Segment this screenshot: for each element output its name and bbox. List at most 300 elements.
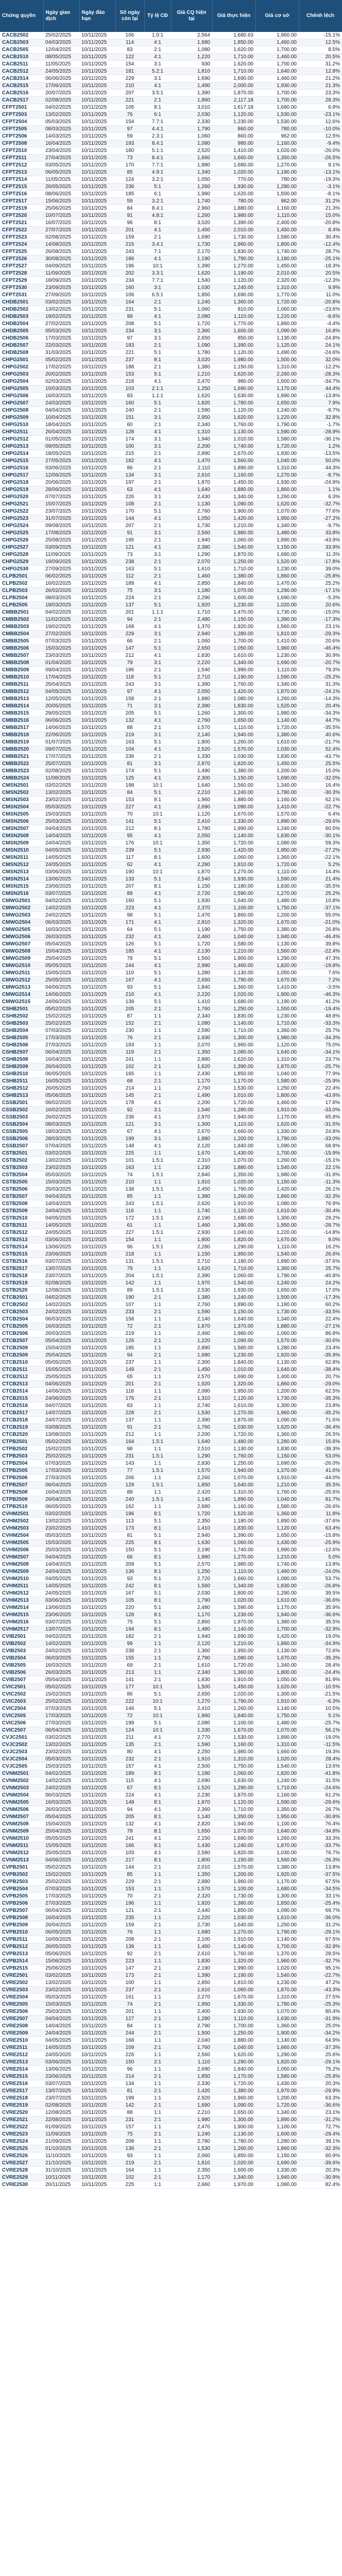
- cell-warrant-price: 2,690: [171, 2066, 212, 2073]
- cell-warrant-code: CSTB2501: [0, 1150, 43, 1157]
- cell-warrant-price: 1,290: [171, 1453, 212, 1460]
- cell-days-left: 218: [115, 378, 144, 385]
- table-row: [0, 1864, 342, 1871]
- cell-trade-date: 03/07/2025: [43, 2080, 79, 2088]
- cell-exercise-price: 1,450.00: [212, 1684, 255, 1691]
- cell-ratio: 1:1: [144, 1265, 171, 1273]
- cell-exercise-price: 1,840.00: [212, 1713, 255, 1720]
- cell-warrant-price: 2,510: [171, 1446, 212, 1453]
- cell-warrant-price: 2,370: [171, 905, 212, 912]
- cell-maturity-date: 10/11/2025: [79, 1821, 115, 1828]
- cell-ratio: 2:1: [144, 1676, 171, 1684]
- cell-trade-date: 15/06/2025: [43, 1958, 79, 1965]
- cell-underlying-price: 1,700.00: [255, 1626, 299, 1633]
- cell-ratio: 8:1: [144, 1525, 171, 1532]
- cell-warrant-code: CSHB2510: [0, 1071, 43, 1078]
- cell-underlying-price: 1,750.00: [255, 905, 299, 912]
- cell-trade-date: 05/04/2025: [43, 1814, 79, 1821]
- cell-ratio: 1:1: [144, 1460, 171, 1467]
- cell-maturity-date: 10/11/2025: [79, 854, 115, 861]
- cell-days-left: 124: [115, 1727, 144, 1734]
- cell-warrant-code: CSSB2505: [0, 1128, 43, 1136]
- cell-exercise-price: 1,720.00: [212, 1099, 255, 1107]
- cell-days-left: 170: [115, 508, 144, 515]
- cell-exercise-price: 1,640.00: [212, 1922, 255, 1929]
- table-row: [0, 1164, 342, 1172]
- cell-maturity-date: 10/11/2025: [79, 176, 115, 183]
- cell-difference: -30.9%: [299, 2174, 342, 2181]
- cell-exercise-price: 1,840.00: [212, 1143, 255, 1150]
- cell-trade-date: 19/02/2025: [43, 313, 79, 320]
- cell-underlying-price: 1,980.00: [255, 1172, 299, 1179]
- table-row: [0, 198, 342, 205]
- cell-ratio: 2:1: [144, 364, 171, 371]
- cell-maturity-date: 10/11/2025: [79, 1172, 115, 1179]
- cell-ratio: 3.4:1: [144, 241, 171, 248]
- cell-maturity-date: 10/11/2025: [79, 306, 115, 313]
- cell-ratio: 2:1: [144, 696, 171, 703]
- cell-warrant-code: CACB2511: [0, 61, 43, 68]
- cell-warrant-code: CMBB2518: [0, 732, 43, 739]
- cell-warrant-code: CVRE2506: [0, 2008, 43, 2015]
- cell-warrant-code: CFPT2517: [0, 198, 43, 205]
- cell-exercise-price: 1,390.00: [212, 219, 255, 227]
- cell-days-left: 159: [115, 234, 144, 241]
- cell-trade-date: 24/05/2025: [43, 861, 79, 869]
- cell-difference: 22.4%: [299, 1316, 342, 1323]
- cell-ratio: 1:1: [144, 1871, 171, 1878]
- cell-underlying-price: 1,910.00: [255, 1475, 299, 1482]
- cell-warrant-code: CTCB2513: [0, 1381, 43, 1388]
- cell-exercise-price: 1,900.00: [212, 2124, 255, 2131]
- cell-underlying-price: 1,830.00: [255, 883, 299, 890]
- cell-difference: 26.8%: [299, 926, 342, 934]
- cell-warrant-code: CFPT2515: [0, 183, 43, 191]
- cell-difference: -22.4%: [299, 948, 342, 955]
- cell-maturity-date: 10/11/2025: [79, 1640, 115, 1648]
- cell-warrant-price: 1,690: [171, 2102, 212, 2109]
- cell-days-left: 95: [115, 833, 144, 840]
- cell-ratio: 10:1: [144, 1698, 171, 1705]
- table-row: [0, 1099, 342, 1107]
- cell-days-left: 115: [115, 1777, 144, 1785]
- cell-ratio: 3.2:1: [144, 176, 171, 183]
- cell-warrant-code: CMBB2517: [0, 724, 43, 732]
- cell-difference: 29.2%: [299, 1215, 342, 1222]
- cell-ratio: 5:1: [144, 1720, 171, 1727]
- cell-ratio: 10:1: [144, 1684, 171, 1691]
- cell-ratio: 4:1: [144, 977, 171, 984]
- cell-difference: 33.9%: [299, 544, 342, 551]
- cell-ratio: 1:1: [144, 1150, 171, 1157]
- cell-warrant-price: 1,970: [171, 1280, 212, 1287]
- cell-warrant-code: CTPB2508: [0, 1489, 43, 1496]
- cell-exercise-price: 1,130.00: [212, 1446, 255, 1453]
- cell-trade-date: 25/05/2025: [43, 977, 79, 984]
- cell-ratio: 8:1: [144, 1814, 171, 1821]
- cell-difference: 23.8%: [299, 1402, 342, 1410]
- cell-trade-date: 02/08/2025: [43, 768, 79, 775]
- cell-trade-date: 03/02/2025: [43, 1511, 79, 1518]
- cell-trade-date: 10/04/2025: [43, 414, 79, 421]
- table-row: [0, 948, 342, 955]
- table-row: [0, 1756, 342, 1763]
- table-row: [0, 1561, 342, 1568]
- cell-trade-date: 05/03/2025: [43, 1172, 79, 1179]
- cell-trade-date: 01/09/2025: [43, 2124, 79, 2131]
- table-row: [0, 2138, 342, 2145]
- table-row: [0, 1914, 342, 1922]
- cell-ratio: 2:1: [144, 1936, 171, 1943]
- cell-maturity-date: 10/11/2025: [79, 1388, 115, 1395]
- cell-underlying-price: 1,470.00: [255, 580, 299, 587]
- cell-underlying-price: 1,280.00: [255, 1345, 299, 1352]
- cell-exercise-price: 1,130.00: [212, 2131, 255, 2138]
- cell-ratio: 1:1: [144, 1359, 171, 1366]
- table-row: [0, 2015, 342, 2023]
- cell-exercise-price: 1,410.00: [212, 147, 255, 155]
- cell-exercise-price: 1,260.00: [212, 2145, 255, 2153]
- cell-maturity-date: 10/11/2025: [79, 1071, 115, 1078]
- cell-exercise-price: 1,230.00: [212, 1352, 255, 1359]
- cell-trade-date: 04/05/2025: [43, 1215, 79, 1222]
- cell-ratio: 1:1: [144, 2023, 171, 2030]
- cell-trade-date: 25/02/2025: [43, 32, 79, 39]
- cell-underlying-price: 1,980.00: [255, 710, 299, 717]
- cell-trade-date: 16/03/2025: [43, 1662, 79, 1669]
- cell-difference: -30.3%: [299, 789, 342, 796]
- cell-trade-date: 04/05/2025: [43, 688, 79, 696]
- cell-exercise-price: 1,760.00: [212, 681, 255, 688]
- cell-underlying-price: 1,360.00: [255, 1265, 299, 1273]
- cell-underlying-price: 1,600.00: [255, 2131, 299, 2138]
- cell-exercise-price: 1,940.00: [212, 1467, 255, 1475]
- cell-warrant-price: 2,520: [171, 746, 212, 753]
- cell-maturity-date: 10/11/2025: [79, 241, 115, 248]
- cell-underlying-price: 1,300.00: [255, 1691, 299, 1698]
- cell-difference: -38.4%: [299, 1366, 342, 1374]
- cell-exercise-price: 1,390.00: [212, 1222, 255, 1229]
- cell-days-left: 164: [115, 299, 144, 306]
- cell-warrant-price: 2,270: [171, 1994, 212, 2001]
- cell-exercise-price: 1,980.00: [212, 212, 255, 219]
- cell-warrant-price: 2,230: [171, 1792, 212, 1799]
- table-row: [0, 2080, 342, 2088]
- cell-warrant-code: CVHM2517: [0, 1626, 43, 1633]
- cell-days-left: 94: [115, 1806, 144, 1814]
- cell-days-left: 143: [115, 1460, 144, 1467]
- cell-warrant-code: CFPT2505: [0, 126, 43, 133]
- cell-trade-date: 13/02/2025: [43, 1157, 79, 1164]
- cell-trade-date: 19/02/2025: [43, 623, 79, 631]
- cell-underlying-price: 1,340.00: [255, 1662, 299, 1669]
- cell-warrant-price: 1,880: [171, 696, 212, 703]
- cell-ratio: 1:1: [144, 2153, 171, 2160]
- cell-days-left: 181: [115, 68, 144, 75]
- cell-maturity-date: 10/11/2025: [79, 760, 115, 768]
- cell-warrant-price: 2,890: [171, 450, 212, 457]
- cell-maturity-date: 10/11/2025: [79, 674, 115, 681]
- cell-ratio: 1:1: [144, 2052, 171, 2059]
- cell-maturity-date: 10/11/2025: [79, 1951, 115, 1958]
- cell-exercise-price: 1,710.00: [212, 54, 255, 61]
- cell-warrant-code: CHPG2504: [0, 378, 43, 385]
- cell-warrant-price: 2,940: [171, 1532, 212, 1539]
- cell-underlying-price: 1,610.00: [255, 1914, 299, 1922]
- cell-warrant-code: CSTB2513: [0, 1236, 43, 1244]
- cell-warrant-code: CVPB2510: [0, 1929, 43, 1936]
- cell-warrant-price: 1,230: [171, 1164, 212, 1172]
- cell-ratio: 5:1: [144, 1561, 171, 1568]
- table-row: [0, 1395, 342, 1402]
- cell-maturity-date: 10/11/2025: [79, 1850, 115, 1857]
- cell-underlying-price: 1,270.00: [255, 472, 299, 479]
- cell-warrant-code: CSHB2506: [0, 1042, 43, 1049]
- cell-warrant-price: 2,760: [171, 717, 212, 724]
- cell-warrant-code: CSTB2512: [0, 1229, 43, 1236]
- cell-warrant-price: 2,790: [171, 1655, 212, 1662]
- cell-days-left: 154: [115, 1236, 144, 1244]
- cell-warrant-code: CACB2503: [0, 39, 43, 46]
- cell-underlying-price: 1,690.00: [255, 659, 299, 667]
- cell-trade-date: 06/06/2025: [43, 717, 79, 724]
- cell-warrant-price: 1,930: [171, 897, 212, 905]
- cell-maturity-date: 10/11/2025: [79, 1871, 115, 1878]
- cell-exercise-price: 1,617.18: [212, 104, 255, 111]
- cell-underlying-price: 1,460.00: [255, 75, 299, 82]
- cell-warrant-code: CMWG2508: [0, 948, 43, 955]
- cell-exercise-price: 1,150.00: [212, 616, 255, 623]
- cell-underlying-price: 1,570.00: [255, 811, 299, 818]
- cell-warrant-price: 2,100: [171, 1936, 212, 1943]
- cell-days-left: 103: [115, 385, 144, 393]
- cell-trade-date: 03/06/2025: [43, 1597, 79, 1604]
- cell-warrant-code: CVIB2502: [0, 1640, 43, 1648]
- cell-maturity-date: 10/11/2025: [79, 710, 115, 717]
- cell-days-left: 205: [115, 710, 144, 717]
- cell-exercise-price: 1,080.00: [212, 1655, 255, 1662]
- cell-trade-date: 27/03/2025: [43, 1900, 79, 1907]
- cell-warrant-price: 1,870: [171, 1323, 212, 1330]
- cell-maturity-date: 10/11/2025: [79, 1063, 115, 1071]
- cell-exercise-price: 1,250.00: [212, 1006, 255, 1013]
- table-row: [0, 1114, 342, 1121]
- cell-days-left: 199: [115, 1720, 144, 1727]
- cell-warrant-code: CVRE2516: [0, 2080, 43, 2088]
- cell-difference: 60.9%: [299, 2153, 342, 2160]
- cell-maturity-date: 10/11/2025: [79, 1042, 115, 1049]
- table-row: [0, 421, 342, 429]
- cell-difference: 35.5%: [299, 1482, 342, 1489]
- cell-warrant-price: 1,650: [171, 1828, 212, 1835]
- cell-difference: 24.8%: [299, 1128, 342, 1136]
- cell-ratio: 1:1: [144, 1640, 171, 1648]
- cell-exercise-price: 1,650.00: [212, 2109, 255, 2116]
- table-row: [0, 248, 342, 256]
- cell-underlying-price: 1,860.00: [255, 1640, 299, 1648]
- cell-maturity-date: 10/11/2025: [79, 1006, 115, 1013]
- cell-underlying-price: 1,380.00: [255, 1619, 299, 1626]
- cell-trade-date: 02/08/2025: [43, 2102, 79, 2109]
- cell-ratio: 1:1: [144, 1236, 171, 1244]
- cell-underlying-price: 1,650.00: [255, 1532, 299, 1539]
- cell-maturity-date: 10/11/2025: [79, 1669, 115, 1676]
- cell-underlying-price: 1,950.00: [255, 1222, 299, 1229]
- cell-warrant-code: CVRE2528: [0, 2167, 43, 2174]
- cell-warrant-price: 2,670: [171, 1128, 212, 1136]
- table-row: [0, 1814, 342, 1821]
- cell-maturity-date: 10/11/2025: [79, 90, 115, 97]
- cell-maturity-date: 10/11/2025: [79, 1713, 115, 1720]
- cell-ratio: 5:1: [144, 912, 171, 919]
- cell-warrant-code: CHPG2520: [0, 494, 43, 501]
- cell-warrant-price: 1,910: [171, 1179, 212, 1186]
- table-row: [0, 1200, 342, 1208]
- cell-ratio: 3:1: [144, 414, 171, 421]
- cell-ratio: 2:1: [144, 1633, 171, 1640]
- cell-exercise-price: 1,800.00: [212, 1590, 255, 1597]
- cell-maturity-date: 10/11/2025: [79, 1460, 115, 1467]
- table-row: [0, 1965, 342, 1972]
- cell-ratio: 5:1: [144, 1518, 171, 1525]
- cell-difference: 53.7%: [299, 1575, 342, 1583]
- cell-exercise-price: 1,030.00: [212, 1424, 255, 1431]
- cell-ratio: 1:1: [144, 1316, 171, 1323]
- cell-ratio: 1.5:1: [144, 1482, 171, 1489]
- cell-exercise-price: 1,690.00: [212, 75, 255, 82]
- cell-days-left: 164: [115, 2167, 144, 2174]
- cell-warrant-code: CVIB2503: [0, 1648, 43, 1655]
- cell-days-left: 125: [115, 775, 144, 782]
- cell-ratio: 2:1: [144, 2001, 171, 2008]
- cell-maturity-date: 10/11/2025: [79, 1994, 115, 2001]
- cell-maturity-date: 10/11/2025: [79, 2095, 115, 2102]
- cell-warrant-price: 1,080: [171, 1020, 212, 1027]
- cell-days-left: 159: [115, 1922, 144, 1929]
- cell-underlying-price: 780.00: [255, 126, 299, 133]
- cell-maturity-date: 10/11/2025: [79, 948, 115, 955]
- table-row: [0, 1972, 342, 1979]
- cell-warrant-price: 2,690: [171, 804, 212, 811]
- cell-trade-date: 15/06/2025: [43, 198, 79, 205]
- cell-ratio: 2:1: [144, 724, 171, 732]
- cell-ratio: 8:1: [144, 357, 171, 364]
- cell-ratio: 4:1: [144, 1114, 171, 1121]
- cell-trade-date: 11/05/2025: [43, 61, 79, 68]
- cell-difference: 19.0%: [299, 1633, 342, 1640]
- table-row: [0, 357, 342, 364]
- cell-exercise-price: 1,210.00: [212, 1640, 255, 1648]
- cell-days-left: 163: [115, 566, 144, 573]
- cell-warrant-price: 2,710: [171, 1258, 212, 1265]
- cell-ratio: 1:1: [144, 2181, 171, 2189]
- cell-warrant-code: CVHM2516: [0, 1619, 43, 1626]
- cell-trade-date: 03/07/2025: [43, 1619, 79, 1626]
- cell-exercise-price: 1,420.00: [212, 688, 255, 696]
- cell-underlying-price: 1,710.00: [255, 1785, 299, 1792]
- cell-underlying-price: 1,650.00: [255, 400, 299, 407]
- cell-maturity-date: 10/11/2025: [79, 522, 115, 530]
- cell-maturity-date: 10/11/2025: [79, 2059, 115, 2066]
- cell-days-left: 157: [115, 2124, 144, 2131]
- cell-warrant-code: CSTB2514: [0, 1244, 43, 1251]
- cell-days-left: 194: [115, 1626, 144, 1633]
- table-row: [0, 1943, 342, 1951]
- cell-difference: 30.4%: [299, 234, 342, 241]
- cell-warrant-code: CFPT2522: [0, 227, 43, 234]
- cell-warrant-price: 3,020: [171, 219, 212, 227]
- cell-ratio: 2:1: [144, 753, 171, 760]
- cell-difference: -13.1%: [299, 169, 342, 176]
- cell-underlying-price: 1,790.00: [255, 1273, 299, 1280]
- cell-underlying-price: 1,860.00: [255, 2145, 299, 2153]
- cell-warrant-code: CFPT2516: [0, 191, 43, 198]
- cell-days-left: 212: [115, 825, 144, 833]
- cell-maturity-date: 10/11/2025: [79, 501, 115, 508]
- cell-warrant-price: 1,240: [171, 2131, 212, 2138]
- cell-warrant-price: 1,310: [171, 1395, 212, 1402]
- cell-warrant-code: CFPT2526: [0, 256, 43, 263]
- cell-days-left: 227: [115, 804, 144, 811]
- cell-trade-date: 05/03/2025: [43, 328, 79, 335]
- cell-underlying-price: 1,930.00: [255, 82, 299, 90]
- header-trade-date: Ngày giao dịch: [43, 0, 79, 32]
- cell-warrant-price: 1,560: [171, 1583, 212, 1590]
- cell-difference: -35.5%: [299, 883, 342, 890]
- cell-exercise-price: 1,110.00: [212, 2015, 255, 2023]
- cell-warrant-code: CHPG2501: [0, 357, 43, 364]
- cell-trade-date: 04/06/2025: [43, 1857, 79, 1864]
- cell-underlying-price: 1,580.00: [255, 234, 299, 241]
- cell-trade-date: 26/04/2025: [43, 1922, 79, 1929]
- cell-difference: -11.3%: [299, 1179, 342, 1186]
- cell-underlying-price: 1,660.00: [255, 1749, 299, 1756]
- cell-exercise-price: 1,620.00: [212, 61, 255, 68]
- cell-maturity-date: 10/11/2025: [79, 1128, 115, 1136]
- cell-warrant-price: 1,820: [171, 400, 212, 407]
- cell-maturity-date: 10/11/2025: [79, 1330, 115, 1337]
- cell-maturity-date: 10/11/2025: [79, 1828, 115, 1835]
- cell-days-left: 121: [115, 544, 144, 551]
- cell-warrant-code: CTCB2502: [0, 1301, 43, 1309]
- cell-underlying-price: 1,740.00: [255, 248, 299, 256]
- cell-ratio: 5:1: [144, 876, 171, 883]
- cell-maturity-date: 10/11/2025: [79, 645, 115, 652]
- cell-underlying-price: 1,410.00: [255, 804, 299, 811]
- cell-warrant-code: CTCB2519: [0, 1424, 43, 1431]
- cell-exercise-price: 1,290.00: [212, 2059, 255, 2066]
- cell-exercise-price: 1,720.00: [212, 1662, 255, 1669]
- cell-ratio: 4:1: [144, 804, 171, 811]
- cell-warrant-code: CSSB2502: [0, 1107, 43, 1114]
- cell-underlying-price: 1,560.00: [255, 948, 299, 955]
- cell-warrant-price: 1,930: [171, 1035, 212, 1042]
- cell-days-left: 229: [115, 1878, 144, 1886]
- cell-trade-date: 16/05/2025: [43, 1936, 79, 1943]
- cell-difference: -29.6%: [299, 818, 342, 825]
- cell-warrant-price: 1,570: [171, 1886, 212, 1893]
- table-row: [0, 818, 342, 825]
- cell-warrant-code: CFPT2503: [0, 111, 43, 118]
- cell-exercise-price: 1,150.00: [212, 364, 255, 371]
- cell-trade-date: 27/05/2025: [43, 457, 79, 465]
- table-row: [0, 1547, 342, 1554]
- cell-warrant-code: CFPT2513: [0, 169, 43, 176]
- cell-difference: -29.3%: [299, 631, 342, 638]
- cell-days-left: 195: [115, 537, 144, 544]
- cell-maturity-date: 10/11/2025: [79, 68, 115, 75]
- cell-warrant-code: CLPB2501: [0, 573, 43, 580]
